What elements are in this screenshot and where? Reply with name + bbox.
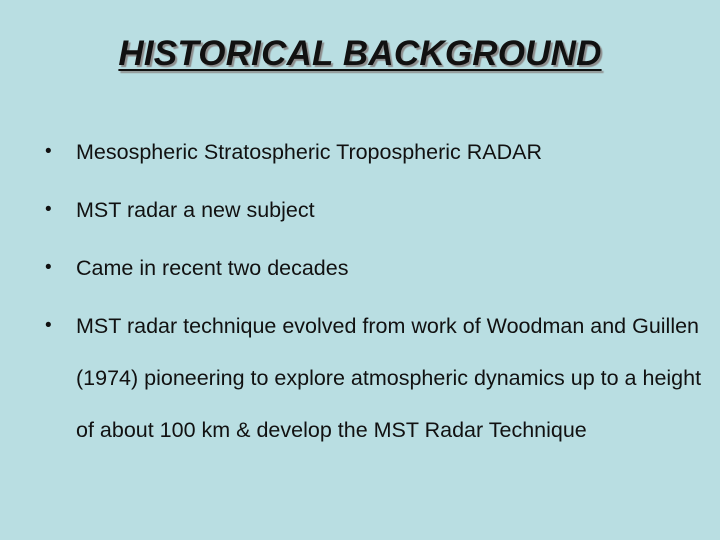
bullet-point-icon: • xyxy=(45,257,52,278)
bullet-point-icon: • xyxy=(45,141,52,162)
bullet-text: Mesospheric Stratospheric Tropospheric RADAR xyxy=(76,140,543,164)
bullet-text: MST radar technique evolved from work of Woodman and Guillen (1974) pioneering to explore atmospheric dynamics up to a height of about 100 km & develop the MST Radar Technique xyxy=(76,314,702,442)
bullet-item xyxy=(44,184,704,236)
bullet-list xyxy=(44,126,704,456)
bullet-point-icon: • xyxy=(45,199,52,220)
bullet-item xyxy=(44,300,704,456)
bullet-text: MST radar a new subject xyxy=(76,198,315,222)
bullet-text: Came in recent two decades xyxy=(76,256,349,280)
slide-title: HISTORICAL BACKGROUND xyxy=(118,34,602,73)
bullet-point-icon: • xyxy=(45,315,52,336)
bullet-item xyxy=(44,126,704,178)
bullet-item xyxy=(44,242,704,294)
